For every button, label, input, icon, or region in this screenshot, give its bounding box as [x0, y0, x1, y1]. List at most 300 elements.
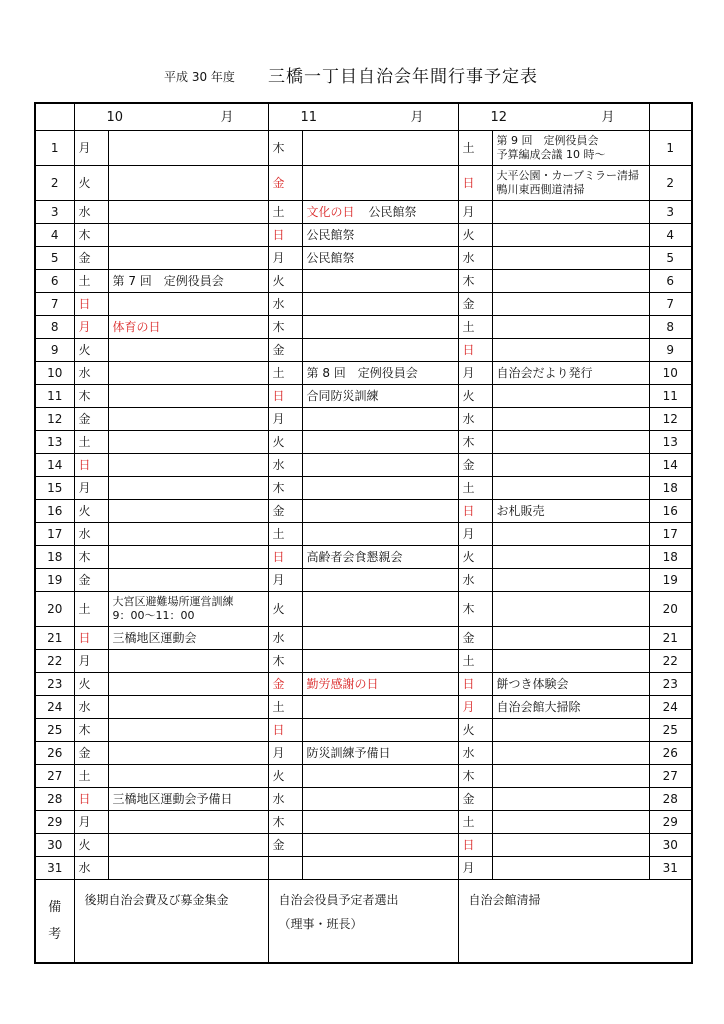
weekday-dec: 日	[458, 500, 492, 523]
day-number: 20	[35, 592, 74, 627]
weekday-oct: 土	[74, 270, 108, 293]
event-text: 三橋地区運動会予備日	[112, 791, 233, 806]
day-number: 23	[35, 673, 74, 696]
weekday-nov: 土	[268, 696, 302, 719]
corner-cell-right	[649, 103, 692, 131]
event-cell-nov	[302, 742, 458, 765]
event-cell-oct	[108, 650, 268, 673]
day-number: 14	[35, 454, 74, 477]
event-cell-dec	[492, 650, 649, 673]
weekday-nov: 金	[268, 500, 302, 523]
event-cell-oct	[108, 834, 268, 857]
day-number-right: 10	[649, 362, 692, 385]
day-number: 17	[35, 523, 74, 546]
day-row	[35, 454, 692, 477]
day-number: 25	[35, 719, 74, 742]
event-cell-dec	[492, 788, 649, 811]
event-cell-oct	[108, 454, 268, 477]
weekday-dec: 日	[458, 834, 492, 857]
event-text: 第 8 回 定例役員会	[306, 365, 418, 380]
event-cell-oct	[108, 477, 268, 500]
day-number-right: 9	[649, 339, 692, 362]
weekday-oct: 日	[74, 293, 108, 316]
event-text: 三橋地区運動会	[112, 630, 197, 645]
weekday-dec: 水	[458, 408, 492, 431]
event-cell-oct	[108, 316, 268, 339]
day-number: 11	[35, 385, 74, 408]
event-cell-nov	[302, 224, 458, 247]
weekday-dec: 月	[458, 857, 492, 880]
day-number-right: 27	[649, 765, 692, 788]
weekday-dec: 水	[458, 569, 492, 592]
month-header-nov: 11 月	[268, 103, 458, 131]
day-row	[35, 385, 692, 408]
weekday-dec: 金	[458, 627, 492, 650]
weekday-oct: 日	[74, 788, 108, 811]
day-number: 18	[35, 546, 74, 569]
day-number: 31	[35, 857, 74, 880]
day-number-right: 6	[649, 270, 692, 293]
event-cell-dec	[492, 696, 649, 719]
weekday-dec: 金	[458, 293, 492, 316]
event-cell-dec	[492, 201, 649, 224]
day-row	[35, 131, 692, 166]
day-number-right: 29	[649, 811, 692, 834]
day-number-right: 3	[649, 201, 692, 224]
event-cell-oct	[108, 385, 268, 408]
notes-label-char: 備	[48, 900, 62, 915]
event-cell-dec	[492, 293, 649, 316]
day-number: 1	[35, 131, 74, 166]
day-row	[35, 592, 692, 627]
day-number-right: 19	[649, 569, 692, 592]
weekday-oct: 木	[74, 719, 108, 742]
weekday-nov: 火	[268, 431, 302, 454]
weekday-dec: 木	[458, 765, 492, 788]
weekday-nov: 水	[268, 627, 302, 650]
weekday-oct: 水	[74, 523, 108, 546]
weekday-nov: 金	[268, 673, 302, 696]
day-number: 16	[35, 500, 74, 523]
day-number-right: 28	[649, 788, 692, 811]
weekday-oct: 日	[74, 627, 108, 650]
weekday-dec: 月	[458, 696, 492, 719]
event-cell-dec	[492, 569, 649, 592]
event-cell-nov	[302, 765, 458, 788]
event-cell-nov	[302, 788, 458, 811]
event-cell-oct	[108, 224, 268, 247]
event-cell-dec	[492, 477, 649, 500]
event-cell-oct	[108, 742, 268, 765]
event-cell-nov	[302, 592, 458, 627]
day-number-right: 21	[649, 627, 692, 650]
event-text: 第 9 回 定例役員会	[496, 134, 599, 147]
event-cell-nov	[302, 431, 458, 454]
event-text: 第 7 回 定例役員会	[112, 273, 224, 288]
event-cell-oct	[108, 811, 268, 834]
event-cell-oct	[108, 719, 268, 742]
day-number: 5	[35, 247, 74, 270]
event-cell-dec	[492, 270, 649, 293]
event-cell-nov	[302, 339, 458, 362]
day-row	[35, 270, 692, 293]
day-number: 24	[35, 696, 74, 719]
event-cell-nov	[302, 811, 458, 834]
weekday-oct: 木	[74, 224, 108, 247]
day-row	[35, 201, 692, 224]
weekday-oct: 水	[74, 201, 108, 224]
holiday-name: 文化の日	[306, 204, 355, 219]
event-cell-nov	[302, 201, 458, 224]
event-cell-oct	[108, 569, 268, 592]
notes-label	[35, 880, 74, 964]
event-text: 公民館祭	[368, 204, 417, 219]
day-row	[35, 293, 692, 316]
weekday-oct: 火	[74, 166, 108, 201]
event-cell-oct	[108, 696, 268, 719]
month-header-oct: 10 月	[74, 103, 268, 131]
weekday-oct: 火	[74, 500, 108, 523]
weekday-nov: 木	[268, 316, 302, 339]
weekday-nov: 月	[268, 742, 302, 765]
day-number-right: 20	[649, 592, 692, 627]
day-number: 22	[35, 650, 74, 673]
day-number-right: 18	[649, 546, 692, 569]
weekday-nov: 水	[268, 788, 302, 811]
weekday-oct: 月	[74, 811, 108, 834]
day-number-right: 31	[649, 857, 692, 880]
event-calendar-table	[34, 102, 693, 964]
day-number: 4	[35, 224, 74, 247]
event-cell-nov	[302, 627, 458, 650]
weekday-nov: 日	[268, 719, 302, 742]
weekday-nov: 木	[268, 650, 302, 673]
notes-oct	[74, 880, 268, 964]
day-row	[35, 523, 692, 546]
weekday-nov	[268, 857, 302, 880]
day-row	[35, 247, 692, 270]
weekday-oct: 金	[74, 742, 108, 765]
weekday-dec: 土	[458, 131, 492, 166]
event-cell-nov	[302, 546, 458, 569]
day-number: 21	[35, 627, 74, 650]
weekday-dec: 土	[458, 477, 492, 500]
event-cell-nov	[302, 270, 458, 293]
event-cell-dec	[492, 131, 649, 166]
weekday-nov: 金	[268, 166, 302, 201]
event-cell-dec	[492, 765, 649, 788]
day-row	[35, 811, 692, 834]
day-row	[35, 546, 692, 569]
event-cell-dec	[492, 546, 649, 569]
event-text: 餅つき体験会	[496, 676, 569, 691]
weekday-nov: 火	[268, 592, 302, 627]
weekday-oct: 月	[74, 477, 108, 500]
weekday-dec: 土	[458, 316, 492, 339]
day-row	[35, 627, 692, 650]
event-cell-nov	[302, 362, 458, 385]
weekday-oct: 木	[74, 385, 108, 408]
event-cell-nov	[302, 696, 458, 719]
event-cell-nov	[302, 316, 458, 339]
corner-cell	[35, 103, 74, 131]
weekday-dec: 水	[458, 247, 492, 270]
weekday-nov: 水	[268, 454, 302, 477]
event-cell-nov	[302, 477, 458, 500]
day-row	[35, 834, 692, 857]
event-cell-dec	[492, 592, 649, 627]
day-row	[35, 477, 692, 500]
event-text: 自治会だより発行	[496, 365, 593, 380]
weekday-dec: 木	[458, 431, 492, 454]
event-text: 大宮区避難場所運営訓練	[112, 595, 234, 608]
event-cell-nov	[302, 385, 458, 408]
day-row	[35, 316, 692, 339]
event-cell-oct	[108, 673, 268, 696]
weekday-nov: 火	[268, 765, 302, 788]
event-cell-nov	[302, 166, 458, 201]
day-number: 2	[35, 166, 74, 201]
event-text: 鴨川東西側道清掃	[496, 183, 585, 196]
event-cell-oct	[108, 627, 268, 650]
day-number-right: 22	[649, 650, 692, 673]
weekday-oct: 土	[74, 431, 108, 454]
note-text: 自治会役員予定者選出	[278, 893, 399, 907]
event-text: 9：00～11：00	[112, 609, 195, 622]
event-cell-nov	[302, 673, 458, 696]
event-cell-nov	[302, 719, 458, 742]
weekday-oct: 土	[74, 592, 108, 627]
day-row	[35, 696, 692, 719]
event-text: お札販売	[496, 503, 545, 518]
weekday-oct: 金	[74, 408, 108, 431]
weekday-nov: 木	[268, 131, 302, 166]
day-number-right: 4	[649, 224, 692, 247]
day-row	[35, 650, 692, 673]
weekday-nov: 木	[268, 811, 302, 834]
day-number: 8	[35, 316, 74, 339]
event-cell-dec	[492, 834, 649, 857]
event-cell-oct	[108, 247, 268, 270]
day-row	[35, 673, 692, 696]
weekday-nov: 日	[268, 385, 302, 408]
weekday-dec: 日	[458, 339, 492, 362]
weekday-oct: 月	[74, 316, 108, 339]
event-cell-dec	[492, 673, 649, 696]
day-number: 7	[35, 293, 74, 316]
weekday-oct: 木	[74, 546, 108, 569]
day-row	[35, 719, 692, 742]
event-cell-nov	[302, 500, 458, 523]
day-number-right: 25	[649, 719, 692, 742]
weekday-dec: 木	[458, 592, 492, 627]
event-cell-oct	[108, 431, 268, 454]
weekday-dec: 土	[458, 811, 492, 834]
weekday-dec: 日	[458, 673, 492, 696]
weekday-nov: 日	[268, 546, 302, 569]
event-cell-dec	[492, 627, 649, 650]
event-cell-oct	[108, 166, 268, 201]
note-text: 後期自治会費及び募金集金	[84, 893, 229, 907]
notes-label-char: 考	[48, 927, 62, 942]
weekday-nov: 土	[268, 523, 302, 546]
event-cell-oct	[108, 546, 268, 569]
event-cell-oct	[108, 339, 268, 362]
day-row	[35, 339, 692, 362]
weekday-nov: 金	[268, 339, 302, 362]
day-number: 9	[35, 339, 74, 362]
event-cell-dec	[492, 454, 649, 477]
event-text: 公民館祭	[306, 250, 355, 265]
day-number-right: 14	[649, 454, 692, 477]
weekday-oct: 火	[74, 339, 108, 362]
day-number: 12	[35, 408, 74, 431]
weekday-oct: 火	[74, 834, 108, 857]
page-title: 三橋一丁目自治会年間行事予定表	[268, 67, 538, 87]
event-cell-oct	[108, 857, 268, 880]
event-cell-oct	[108, 788, 268, 811]
event-text: 高齢者会食懇親会	[306, 549, 403, 564]
day-number: 30	[35, 834, 74, 857]
day-number-right: 17	[649, 523, 692, 546]
event-cell-oct	[108, 293, 268, 316]
event-cell-nov	[302, 569, 458, 592]
day-number-right: 16	[649, 500, 692, 523]
note-text: 自治会館清掃	[468, 893, 541, 907]
weekday-nov: 土	[268, 362, 302, 385]
day-number-right: 13	[649, 431, 692, 454]
day-number-right: 8	[649, 316, 692, 339]
weekday-oct: 金	[74, 569, 108, 592]
weekday-nov: 火	[268, 270, 302, 293]
day-number: 15	[35, 477, 74, 500]
day-row	[35, 166, 692, 201]
event-cell-nov	[302, 293, 458, 316]
event-text: 予算編成会議 10 時～	[496, 148, 606, 161]
day-number-right: 2	[649, 166, 692, 201]
event-cell-dec	[492, 742, 649, 765]
day-number-right: 7	[649, 293, 692, 316]
day-row	[35, 224, 692, 247]
event-cell-dec	[492, 719, 649, 742]
event-cell-dec	[492, 316, 649, 339]
weekday-dec: 火	[458, 719, 492, 742]
event-cell-dec	[492, 166, 649, 201]
day-number: 19	[35, 569, 74, 592]
day-row	[35, 362, 692, 385]
weekday-nov: 金	[268, 834, 302, 857]
day-number-right: 30	[649, 834, 692, 857]
event-cell-nov	[302, 131, 458, 166]
month-header-row	[35, 103, 692, 131]
note-text: （理事・班長）	[278, 917, 363, 931]
event-cell-oct	[108, 131, 268, 166]
weekday-oct: 日	[74, 454, 108, 477]
month-header-dec: 12 月	[458, 103, 649, 131]
weekday-oct: 火	[74, 673, 108, 696]
event-cell-nov	[302, 650, 458, 673]
event-text: 大平公園・カーブミラー清掃	[496, 169, 639, 182]
event-cell-oct	[108, 362, 268, 385]
weekday-oct: 水	[74, 696, 108, 719]
event-cell-oct	[108, 523, 268, 546]
event-cell-dec	[492, 339, 649, 362]
weekday-dec: 月	[458, 523, 492, 546]
day-row	[35, 500, 692, 523]
event-cell-oct	[108, 592, 268, 627]
event-cell-oct	[108, 270, 268, 293]
day-row	[35, 788, 692, 811]
event-cell-oct	[108, 408, 268, 431]
event-cell-oct	[108, 765, 268, 788]
weekday-dec: 火	[458, 546, 492, 569]
day-number-right: 26	[649, 742, 692, 765]
weekday-dec: 水	[458, 742, 492, 765]
day-number: 29	[35, 811, 74, 834]
event-text: 体育の日	[112, 319, 161, 334]
notes-dec	[458, 880, 692, 964]
weekday-dec: 火	[458, 224, 492, 247]
event-cell-nov	[302, 247, 458, 270]
weekday-oct: 金	[74, 247, 108, 270]
event-cell-dec	[492, 385, 649, 408]
notes-row	[35, 880, 692, 964]
day-number: 28	[35, 788, 74, 811]
weekday-oct: 月	[74, 131, 108, 166]
day-number-right: 23	[649, 673, 692, 696]
day-row	[35, 742, 692, 765]
weekday-oct: 土	[74, 765, 108, 788]
day-number-right: 24	[649, 696, 692, 719]
event-cell-oct	[108, 201, 268, 224]
event-cell-nov	[302, 857, 458, 880]
weekday-dec: 木	[458, 270, 492, 293]
day-row	[35, 857, 692, 880]
event-cell-oct	[108, 500, 268, 523]
weekday-dec: 金	[458, 788, 492, 811]
day-row	[35, 569, 692, 592]
event-cell-dec	[492, 408, 649, 431]
day-number: 10	[35, 362, 74, 385]
event-text: 合同防災訓練	[306, 388, 379, 403]
weekday-oct: 月	[74, 650, 108, 673]
day-number-right: 1	[649, 131, 692, 166]
day-number-right: 12	[649, 408, 692, 431]
day-row	[35, 765, 692, 788]
weekday-nov: 土	[268, 201, 302, 224]
event-cell-nov	[302, 454, 458, 477]
event-cell-dec	[492, 811, 649, 834]
day-number-right: 18	[649, 477, 692, 500]
event-text: 勤労感謝の日	[306, 676, 379, 691]
day-number: 3	[35, 201, 74, 224]
event-text: 防災訓練予備日	[306, 745, 391, 760]
weekday-dec: 土	[458, 650, 492, 673]
event-cell-nov	[302, 408, 458, 431]
weekday-nov: 水	[268, 293, 302, 316]
weekday-dec: 月	[458, 362, 492, 385]
event-cell-dec	[492, 247, 649, 270]
event-text: 公民館祭	[306, 227, 355, 242]
day-number-right: 5	[649, 247, 692, 270]
day-number: 27	[35, 765, 74, 788]
event-cell-dec	[492, 224, 649, 247]
fiscal-year: 平成 30 年度	[164, 70, 235, 84]
weekday-nov: 月	[268, 569, 302, 592]
weekday-dec: 日	[458, 166, 492, 201]
day-row	[35, 408, 692, 431]
day-number: 13	[35, 431, 74, 454]
